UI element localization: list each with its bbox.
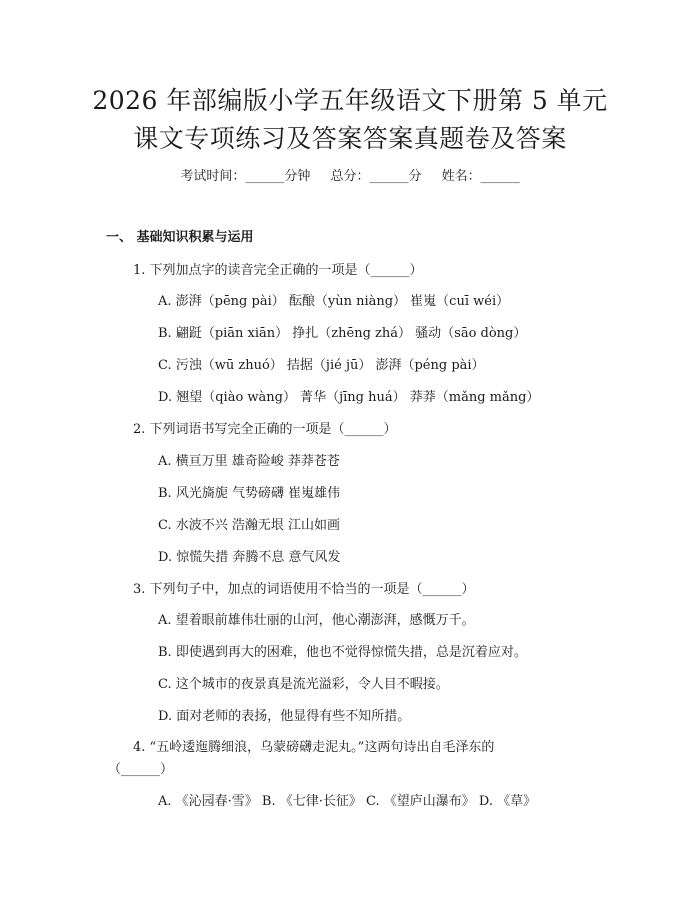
question-1-option-d: D. 翘望（qiào wàng） 菁华（jīng huá） 莽莽（mǎng mǎng） bbox=[158, 390, 540, 405]
total-score-field: 总分：______分 bbox=[330, 169, 422, 184]
question-2-option-d: D. 惊慌失措 奔腾不息 意气风发 bbox=[158, 550, 341, 565]
question-2-option-b: B. 风光旖旎 气势磅礴 崔嵬雄伟 bbox=[158, 486, 341, 501]
question-4-options: A. 《沁园春·雪》 B. 《七律·长征》 C. 《望庐山瀑布》 D. 《草》 bbox=[158, 794, 537, 809]
question-1-option-b: B. 翩跹（piān xiān） 挣扎（zhēng zhá） 骚动（sāo dòng） bbox=[158, 326, 527, 341]
exam-title-line-2: 课文专项练习及答案答案真题卷及答案 bbox=[133, 124, 567, 153]
question-1-stem: 1. 下列加点字的读音完全正确的一项是（______） bbox=[133, 263, 423, 278]
student-name-field: 姓名：______ bbox=[441, 169, 520, 184]
exam-time-field: 考试时间：______分钟 bbox=[180, 169, 311, 184]
question-1-option-c: C. 污浊（wū zhuó） 拮据（jié jū） 澎湃（péng pài） bbox=[158, 358, 485, 373]
question-4-stem-continued: （______） bbox=[108, 762, 174, 777]
question-4-stem: 4. “五岭逶迤腾细浪，乌蒙磅礴走泥丸。”这两句诗出自毛泽东的 bbox=[133, 740, 495, 755]
question-3-stem: 3. 下列句子中，加点的词语使用不恰当的一项是（______） bbox=[133, 582, 475, 597]
question-3-option-b: B. 即使遇到再大的困难，他也不觉得惊慌失措，总是沉着应对。 bbox=[158, 645, 527, 660]
section-heading: 一、 基础知识积累与运用 bbox=[106, 230, 254, 245]
question-3-option-a: A. 望着眼前雄伟壮丽的山河，他心潮澎湃，感慨万千。 bbox=[158, 613, 475, 628]
question-2-stem: 2. 下列词语书写完全正确的一项是（______） bbox=[133, 422, 397, 437]
question-3-option-c: C. 这个城市的夜景真是流光溢彩，令人目不暇接。 bbox=[158, 677, 449, 692]
question-2-option-c: C. 水波不兴 浩瀚无垠 江山如画 bbox=[158, 518, 341, 533]
question-3-option-d: D. 面对老师的表扬，他显得有些不知所措。 bbox=[158, 709, 411, 724]
exam-meta bbox=[0, 167, 700, 187]
question-1-option-a: A. 澎湃（pēng pài） 酝酿（yùn niàng） 崔嵬（cuī wéi） bbox=[158, 294, 510, 309]
question-2-option-a: A. 横亘万里 雄奇险峻 莽莽苍苍 bbox=[158, 454, 340, 469]
exam-title-line-1: 2026 年部编版小学五年级语文下册第 5 单元 bbox=[92, 86, 608, 115]
